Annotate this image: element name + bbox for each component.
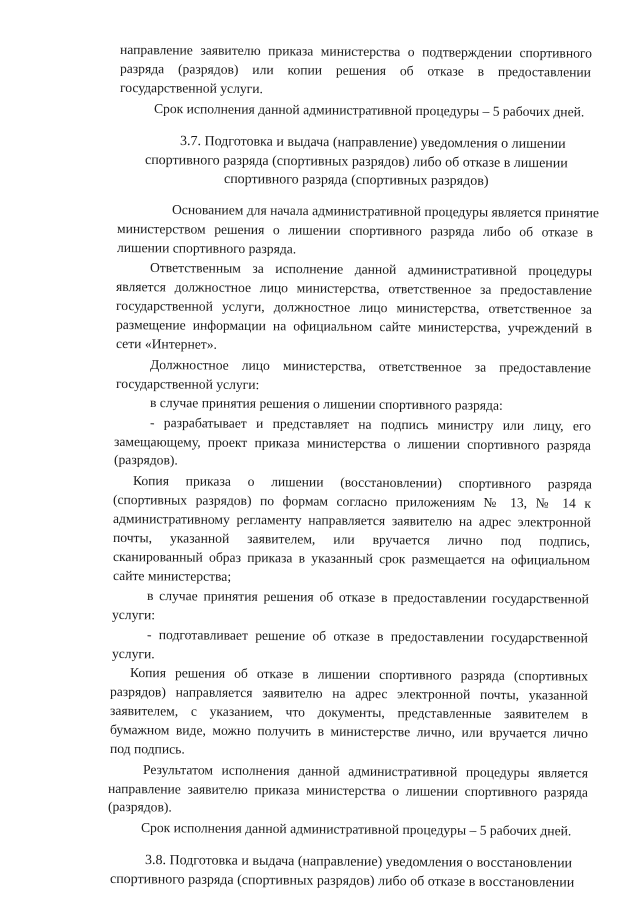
text-line: министерством решения о лишении спортивного разряда либо об отказе в <box>116 221 594 240</box>
text-line: Копия решения об отказе в лишении спортивного разряда (спортивных <box>129 665 589 684</box>
text-line: под подпись. <box>109 741 185 757</box>
section-heading-line: спортивного разряда (спортивных разрядов) либо об отказе в лишении <box>144 153 568 172</box>
section-heading-line: спортивного разряда (спортивных разрядов) либо об отказе в восстановлении <box>109 872 575 891</box>
text-line: административному регламенту направляется заявителю на адрес электронной <box>112 511 592 530</box>
text-line: направление заявителю приказа министерства о подтверждении спортивного <box>119 42 593 61</box>
text-line: услуги: <box>111 607 156 623</box>
text-line: государственной услуги: <box>115 376 260 393</box>
text-line: сети «Интернет». <box>115 336 218 352</box>
text-line: замещающему, проект приказа министерства о лишении спортивного разряда <box>113 434 592 453</box>
text-line: (спортивных разрядов) по формам согласно приложениям № 13, № 14 к <box>112 492 592 511</box>
text-line: заявителем, с указанием, что документы, представленные заявителем в <box>109 703 589 722</box>
text-line: Результатом исполнения данной административной процедуры является <box>142 762 589 781</box>
text-line: (разрядов). <box>107 799 172 815</box>
section-heading-line: 3.7. Подготовка и выдача (направление) уведомления о лишении <box>179 134 566 153</box>
section-heading-line: спортивного разряда (спортивных разрядов) <box>223 172 489 190</box>
text-line: является должностное лицо министерства, ответственное за предоставление <box>115 279 593 298</box>
text-line: направление заявителю приказа министерства о лишении спортивного разряда <box>107 781 589 800</box>
text-line: Ответственным за исполнение данной административной процедуры <box>149 260 593 279</box>
text-line: (разрядов). <box>113 452 178 468</box>
text-line: Основанием для начала административной процедуры является принятие <box>171 202 600 221</box>
text-line: Копия приказа о лишении (восстановлении) спортивного разряда <box>132 473 593 492</box>
text-line: лишении спортивного разряда. <box>116 240 297 257</box>
text-line: размещение информации на официальном сайте министерства, учреждений в <box>115 317 593 336</box>
text-line: сканированный образ приказа в указанный срок размещается на официальном <box>112 549 591 568</box>
text-line: разряда (разрядов) или копии решения об отказе в предоставлении <box>119 61 592 80</box>
text-line: разрядов) направляется заявителю на адрес электронной почты, указанной <box>109 684 589 703</box>
text-line: почты, указанной заявителем, или вручается лично под подпись, <box>112 530 591 549</box>
text-line: государственной услуги, должностное лицо министерства, ответственное за <box>115 298 593 317</box>
text-line: - подготавливает решение об отказе в предоставлении государственной <box>146 627 589 646</box>
text-line: в случае принятия решения о лишении спортивного разряда: <box>149 395 503 413</box>
text-line: государственной услуги. <box>119 80 264 97</box>
text-line: сайте министерства; <box>112 568 232 584</box>
text-line: услуги. <box>111 646 155 662</box>
text-line: Срок исполнения данной административной процедуры – 5 рабочих дней. <box>140 820 572 839</box>
text-line: Срок исполнения данной административной процедуры – 5 рабочих дней. <box>153 101 585 120</box>
text-line: - разрабатывает и представляет на подпись министру или лицу, его <box>149 415 592 434</box>
section-heading-line: 3.8. Подготовка и выдача (направление) уведомления о восстановлении <box>144 853 573 872</box>
text-line: бумажном виде, можно получить в министерстве лично, или вручается лично <box>109 722 589 741</box>
text-line: Должностное лицо министерства, ответственное за предоставление <box>149 357 592 376</box>
text-line: в случае принятия решения об отказе в предоставлении государственной <box>146 588 590 607</box>
